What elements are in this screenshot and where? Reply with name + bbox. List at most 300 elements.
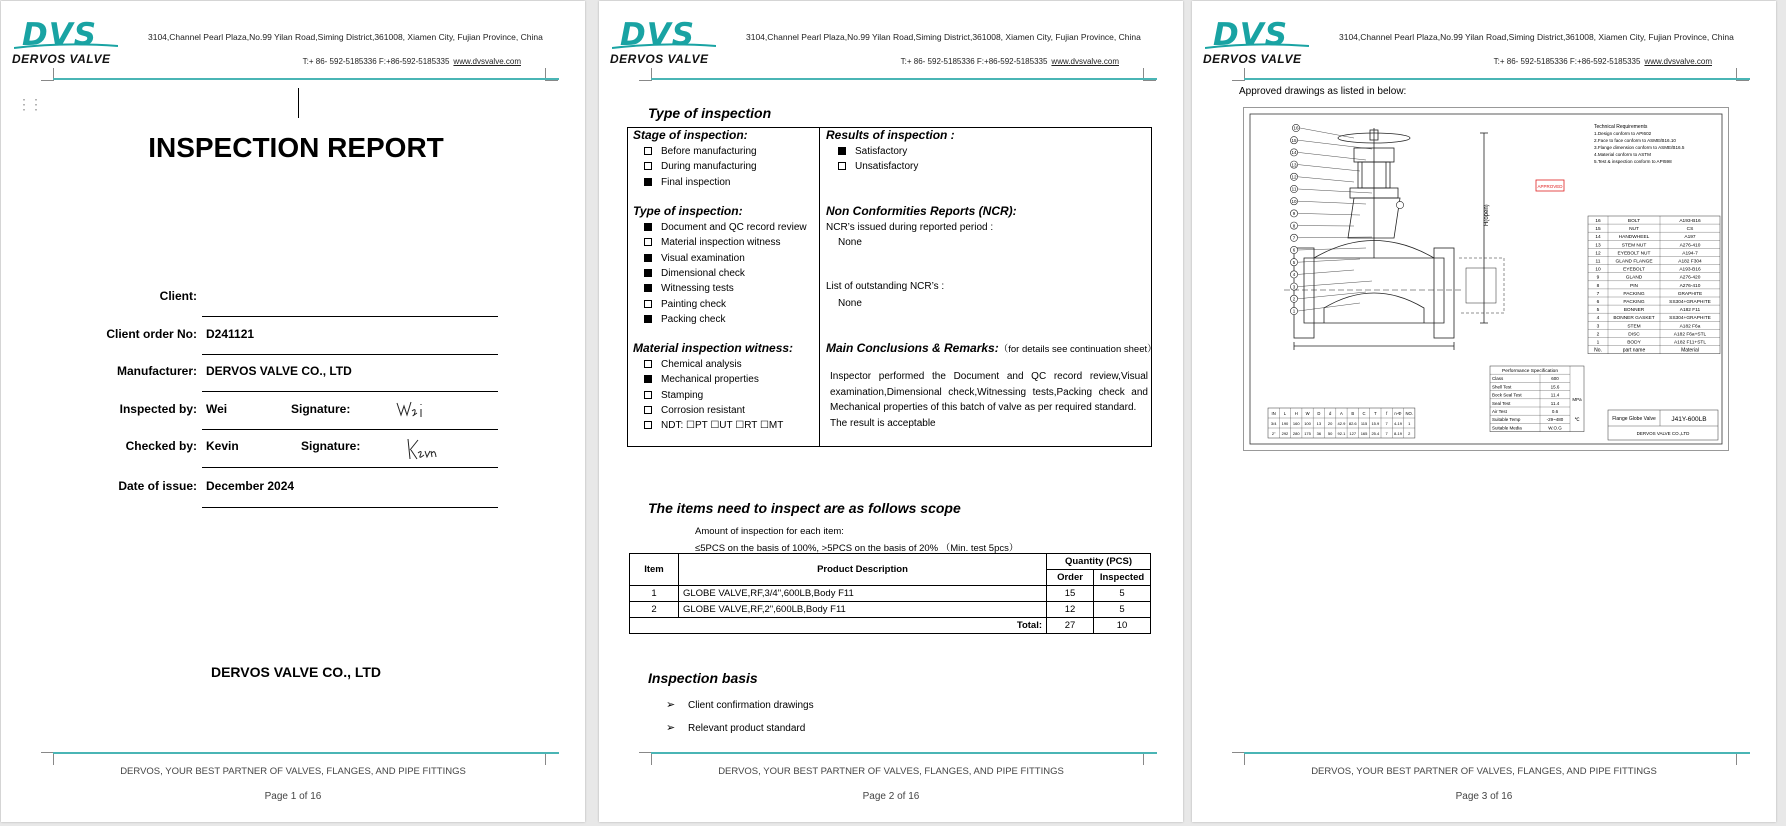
balloon-number: 10 (1291, 198, 1297, 204)
dim-cell: 1 (1408, 421, 1411, 426)
checked-box-icon[interactable] (838, 147, 846, 155)
dim-cell: 127 (1349, 431, 1357, 436)
basis-heading: Inspection basis (648, 670, 758, 686)
bom-cell: NUT (1629, 227, 1639, 233)
checkbox-label: Before manufacturing (661, 146, 757, 157)
dim-cell: 15.9 (1371, 421, 1380, 426)
dim-cell: 7 (1385, 431, 1388, 436)
company-contact (303, 57, 521, 66)
unchecked-box-icon[interactable] (644, 391, 652, 399)
checkbox-option[interactable] (644, 146, 757, 158)
temp-unit: ℃ (1574, 417, 1580, 423)
text-cursor (298, 88, 299, 118)
balloon-number: 11 (1291, 186, 1297, 192)
ncr-issued-label: NCR’s issued during reported period : (826, 222, 994, 233)
dim-cell: 165 (1360, 431, 1368, 436)
dim-header: f (1386, 411, 1388, 416)
arrow-bullet-icon: ➢ (666, 699, 676, 711)
unchecked-box-icon[interactable] (644, 147, 652, 155)
balloon-number: 9 (1292, 211, 1296, 217)
total-row (630, 618, 1151, 634)
col-item: Item (630, 554, 679, 586)
requirement-line: 1.Design conform to API602 (1594, 131, 1652, 136)
bom-cell: A182 F11 (1679, 308, 1701, 314)
balloon-number: 15 (1291, 137, 1297, 143)
basis-item (666, 698, 814, 711)
field-underline (202, 354, 498, 355)
bom-cell: BOLT (1627, 219, 1641, 224)
requirement-line: 4.Material conform to ASTM (1594, 152, 1651, 157)
bom-cell: BONNER GASKET (1613, 316, 1655, 322)
requirement-line: Technical Requirements (1594, 124, 1648, 130)
perf-label: Suitable Temp (1492, 417, 1521, 423)
cell-item: 2 (630, 602, 679, 618)
dim-header: d (1328, 411, 1332, 416)
dim-cell: 36 (1316, 431, 1322, 436)
dim-cell: 7 (1385, 421, 1388, 426)
dim-header: H (1294, 411, 1298, 416)
dim-cell: 190 (1281, 421, 1289, 426)
conclusions-result: The result is acceptable (830, 418, 936, 429)
perf-value: 0.6 (1551, 409, 1559, 414)
footer-rule (53, 752, 559, 754)
checkbox-option[interactable] (644, 237, 781, 249)
checked-box-icon[interactable] (644, 269, 652, 277)
bom-cell: A193-B16 (1679, 219, 1701, 224)
checkbox-option[interactable] (644, 268, 745, 280)
bom-cell: 7 (1596, 291, 1600, 297)
perf-value: -29~480 (1546, 417, 1564, 423)
checkbox-option[interactable] (644, 405, 745, 417)
company-contact (1494, 57, 1712, 66)
dim-cell: 42.9 (1337, 421, 1346, 426)
height-dim-label: H(open) (1484, 204, 1490, 226)
unchecked-box-icon[interactable] (644, 238, 652, 246)
bom-cell: PACKING (1623, 291, 1645, 297)
dim-header: T (1374, 411, 1377, 416)
ncr-outstanding-value: None (838, 298, 862, 309)
footer-tagline: DERVOS, YOUR BEST PARTNER OF VALVES, FLANGES, AND PIPE FITTINGS (718, 766, 1064, 777)
company-name: DERVOS VALVE CO., LTD (210, 664, 382, 680)
checkbox-option[interactable] (644, 222, 807, 234)
checkbox-option[interactable] (838, 161, 918, 173)
dim-header: IN (1271, 411, 1276, 416)
logo-mark: DVS (1213, 17, 1289, 53)
title-model: J41Y-600LB (1671, 416, 1707, 423)
performance-spec (1490, 366, 1584, 432)
bom-cell: 4 (1596, 316, 1600, 322)
checkbox-option[interactable] (644, 390, 703, 402)
date-label: Date of issue: (118, 479, 197, 493)
dim-cell: 13 (1316, 421, 1322, 426)
bom-cell: A182 F304 (1678, 259, 1702, 265)
logo-name: DERVOS VALVE (610, 52, 709, 66)
footer-tagline: DERVOS, YOUR BEST PARTNER OF VALVES, FLANGES, AND PIPE FITTINGS (1311, 766, 1657, 777)
ncr-title: Non Conformities Reports (NCR): (826, 204, 1017, 218)
total-order: 27 (1047, 618, 1094, 634)
dim-cell: 82.6 (1348, 421, 1357, 426)
arrow-bullet-icon: ➢ (666, 722, 676, 734)
dim-header: A (1340, 411, 1343, 416)
checkbox-option[interactable] (644, 161, 757, 173)
ncr-outstanding-label: List of outstanding NCR’s : (826, 281, 945, 292)
company-logo (12, 19, 127, 69)
drawings-intro: Approved drawings as listed in below: (1239, 86, 1407, 97)
dim-cell: 2 (1408, 431, 1411, 436)
bom-cell: BONNER (1623, 308, 1645, 314)
conclusions-note: （for details see continuation sheet） (998, 344, 1157, 355)
checkbox-option[interactable] (644, 314, 725, 326)
checkbox-label: Packing check (661, 313, 726, 325)
checkbox-option[interactable] (644, 253, 745, 265)
perf-value: 11.4 (1550, 392, 1560, 398)
checkbox-label: Chemical analysis (661, 359, 742, 370)
report-title: INSPECTION REPORT (148, 132, 444, 163)
field-underline (202, 316, 498, 317)
dim-header: n-Φ (1394, 411, 1402, 416)
cell-desc: GLOBE VALVE,RF,2",600LB,Body F11 (679, 602, 1047, 618)
requirement-line: 3.Flange dimension conform to ASME/B16.5 (1594, 145, 1685, 150)
technical-requirements (1594, 124, 1685, 164)
bom-cell: A197 (1684, 235, 1696, 241)
bom-header: Material (1681, 347, 1699, 354)
page-1 (1, 1, 585, 822)
date-value[interactable]: December 2024 (206, 479, 295, 493)
checked-box-icon[interactable] (644, 284, 652, 292)
bom-cell: STEM NUT (1621, 243, 1647, 249)
drag-handle-icon[interactable]: ⋮⋮ (17, 96, 41, 112)
bom-cell: 8 (1596, 283, 1600, 289)
checkbox-label: Corrosion resistant (661, 404, 745, 416)
checkbox-label: Material inspection witness (661, 237, 781, 249)
checkbox-label: Visual examination (661, 252, 745, 264)
basis-item (666, 721, 805, 734)
valve-drawing (1244, 108, 1728, 450)
balloon-number: 14 (1291, 150, 1297, 156)
total-inspected: 10 (1094, 618, 1151, 634)
checkbox-label: Document and QC record review (661, 222, 807, 233)
checked-by-value[interactable]: Kevin (206, 439, 239, 453)
website-link[interactable]: www.dvsvalve.com (1051, 57, 1119, 66)
bom-cell: 3 (1596, 324, 1600, 330)
balloon-number: 6 (1292, 247, 1296, 253)
dim-cell: 100 (1304, 421, 1311, 426)
page-number: Page 2 of 16 (862, 791, 920, 802)
scope-amount-label: Amount of inspection for each item: (695, 526, 844, 537)
logo-mark: DVS (620, 17, 696, 53)
company-logo (1203, 19, 1318, 69)
manufacturer-label: Manufacturer: (116, 364, 197, 378)
cell-desc: GLOBE VALVE,RF,3/4",600LB,Body F11 (679, 586, 1047, 602)
perf-label: Shell Test (1492, 384, 1512, 390)
bom-cell: A182 F6a (1679, 324, 1701, 330)
inspected-by-value[interactable]: Wei (206, 402, 228, 416)
page-3 (1192, 1, 1776, 822)
perf-label: Class (1492, 376, 1504, 382)
approved-drawing[interactable] (1243, 107, 1729, 451)
dim-header: L (1283, 411, 1287, 416)
column-divider (819, 128, 820, 446)
bom-cell: 12 (1595, 251, 1601, 257)
checkbox-option[interactable] (644, 374, 759, 386)
company-contact (901, 57, 1119, 66)
field-underline (202, 507, 498, 508)
footer-rule (1244, 752, 1750, 754)
website-link[interactable]: www.dvsvalve.com (453, 57, 521, 66)
balloon-number: 5 (1292, 259, 1296, 265)
company-address: 3104,Channel Pearl Plaza,No.99 Yilan Road,Siming District,361008, Xiamen City, Fujian Province, China (746, 32, 1141, 42)
dim-cell: 160 (1292, 421, 1300, 426)
bom-cell: 13 (1595, 243, 1601, 249)
conclusions-title (826, 341, 1157, 355)
page-number: Page 1 of 16 (264, 791, 322, 802)
bom-cell: PACKING (1623, 300, 1645, 305)
scope-rule: ≤5PCS on the basis of 100%, >5PCS on the basis of 20% （Min. test 5pcs） (695, 543, 1019, 554)
perf-label: Bock Seal Test (1492, 392, 1522, 398)
checkbox-label: NDT: ☐PT ☐UT ☐RT ☐MT (661, 420, 784, 432)
scope-rows (630, 586, 1151, 618)
bom-cell: A182 F11+STL (1673, 340, 1707, 346)
bom-cell: 1 (1596, 340, 1600, 346)
table-row (630, 602, 1151, 618)
website-link[interactable]: www.dvsvalve.com (1644, 57, 1712, 66)
balloon-number: 16 (1293, 125, 1299, 131)
bom-cell: DISC (1628, 332, 1640, 338)
balloon-number: 12 (1291, 174, 1297, 180)
dim-cell: 115 (1360, 421, 1368, 426)
logo-mark: DVS (22, 17, 98, 53)
balloon-number: 7 (1292, 235, 1296, 241)
perf-value: 600 (1551, 376, 1559, 382)
dim-cell: 4-19 (1393, 421, 1402, 426)
bom-cell: 16 (1595, 219, 1601, 224)
bom-header: No. (1594, 347, 1602, 354)
perf-title: Performance Specification (1502, 369, 1558, 374)
company-logo (610, 19, 725, 69)
bom-cell: GLAND FLANGE (1615, 259, 1653, 265)
dim-cell: 92.1 (1337, 431, 1346, 436)
ncr-issued-value: None (838, 237, 862, 248)
perf-label: Seal Test (1492, 400, 1511, 406)
cell-inspected: 5 (1094, 586, 1151, 602)
bom-cell: STEM (1627, 324, 1641, 330)
cell-inspected: 5 (1094, 602, 1151, 618)
logo-swoosh-icon (612, 43, 716, 49)
dim-cell: 8-19 (1393, 431, 1402, 436)
checkbox-option[interactable] (838, 146, 907, 158)
phone-fax: T:+ 86- 592-5185336 F:+86-592-5185335 (302, 57, 450, 66)
checkbox-label: During manufacturing (661, 161, 757, 173)
bom-cell: A276-420 (1679, 275, 1701, 281)
bill-of-materials (1588, 216, 1720, 354)
bom-cell: A193-B16 (1679, 267, 1701, 273)
approved-stamp-text: APPROVED (1537, 184, 1563, 189)
order-value[interactable]: D241121 (206, 327, 255, 341)
bom-cell: 10 (1595, 267, 1601, 273)
bom-cell: SS304+GRAPHITE (1669, 316, 1711, 322)
bom-cell: PIN (1630, 283, 1638, 289)
basis-item-label: Relevant product standard (688, 723, 806, 734)
perf-value: W.O.G (1548, 425, 1562, 431)
field-underline (202, 429, 498, 430)
basis-item-label: Client confirmation drawings (688, 700, 814, 711)
balloon-number: 1 (1292, 308, 1296, 314)
dim-cell: 50 (1327, 431, 1333, 436)
bom-cell: GRAPHITE (1677, 291, 1703, 297)
conclusions-text: Inspector performed the Document and QC record review,Visual examination,Dimensional check,Witnessing tests,Packing check and Mechanical properties of this batch of valve as per required standard. (830, 371, 1148, 413)
bom-cell: 5 (1596, 308, 1600, 314)
bom-cell: 14 (1595, 235, 1601, 241)
balloon-number: 2 (1292, 296, 1296, 302)
checked-box-icon[interactable] (644, 223, 652, 231)
dim-cell: 292 (1281, 431, 1289, 436)
bom-cell: GLAND (1625, 275, 1643, 281)
bom-cell: A182 F6a+STL (1673, 332, 1707, 338)
signature-wei-icon (395, 397, 427, 421)
logo-swoosh-icon (14, 43, 118, 49)
field-underline (202, 391, 498, 392)
balloon-number: 3 (1292, 284, 1296, 290)
header-rule (651, 78, 1157, 80)
bom-cell: EYEBOLT (1623, 267, 1645, 273)
inspection-box (627, 127, 1157, 447)
company-address: 3104,Channel Pearl Plaza,No.99 Yilan Road,Siming District,361008, Xiamen City, Fujian Province, China (1339, 32, 1734, 42)
leader-balloons (1290, 124, 1403, 314)
bom-cell: 2 (1596, 332, 1600, 338)
bom-cell: CS (1686, 227, 1694, 233)
unchecked-box-icon[interactable] (644, 360, 652, 368)
bom-cell: 9 (1596, 275, 1600, 281)
bom-cell: A194-7 (1682, 251, 1698, 257)
checkbox-option[interactable] (644, 177, 730, 189)
checkbox-option[interactable] (644, 420, 783, 432)
checkbox-label: Satisfactory (855, 146, 908, 157)
col-order: Order (1047, 570, 1094, 586)
unchecked-box-icon[interactable] (644, 162, 652, 170)
phone-fax: T:+ 86- 592-5185336 F:+86-592-5185335 (1493, 57, 1641, 66)
dim-header: C (1362, 411, 1366, 416)
bom-cell: HANDWHEEL (1618, 235, 1650, 241)
perf-unit: MPa (1572, 396, 1582, 402)
logo-swoosh-icon (1205, 43, 1309, 49)
cell-order: 12 (1047, 602, 1094, 618)
dim-cell: 2" (1271, 431, 1276, 436)
perf-value: 11.4 (1550, 400, 1560, 406)
perf-label: Suitable Media (1492, 425, 1522, 431)
checked-signature-label: Signature: (301, 439, 361, 453)
inspected-by-label: Inspected by: (119, 402, 197, 416)
col-desc: Product Description (679, 554, 1047, 586)
table-row (630, 586, 1151, 602)
bom-cell: BODY (1627, 340, 1641, 346)
requirement-line: 2.Face to face conform to ASME/B16.10 (1594, 138, 1676, 143)
checked-box-icon[interactable] (644, 375, 652, 383)
valve-outline-icon (1284, 125, 1504, 350)
unchecked-box-icon[interactable] (838, 162, 846, 170)
bom-cell: 6 (1596, 300, 1600, 305)
scope-heading: The items need to inspect are as follows scope (648, 500, 961, 516)
header-rule (1244, 78, 1750, 80)
dim-header: D (1317, 411, 1321, 416)
types-title: Type of inspection: (633, 204, 743, 218)
company-address: 3104,Channel Pearl Plaza,No.99 Yilan Road,Siming District,361008, Xiamen City, Fujian Province, China (148, 32, 543, 42)
conclusions-title-text: Main Conclusions & Remarks: (826, 341, 999, 355)
header-rule (53, 78, 559, 80)
type-heading: Type of inspection (648, 105, 772, 121)
requirement-line: 5.Test & inspection conform to API598 (1594, 159, 1672, 164)
scope-table (629, 553, 1151, 634)
client-label: Client: (159, 289, 197, 303)
dim-cell: 280 (1292, 431, 1300, 436)
dim-cell: 3/4 (1270, 421, 1277, 426)
checkbox-label: Stamping (661, 389, 704, 401)
page-header (1192, 1, 1776, 86)
checkbox-label: Dimensional check (661, 267, 745, 279)
results-title: Results of inspection : (826, 128, 955, 142)
signature-kevin-icon (405, 437, 439, 463)
checkbox-label: Final inspection (661, 176, 731, 188)
dim-header: W (1305, 411, 1310, 416)
checked-box-icon[interactable] (644, 178, 652, 186)
checkbox-option[interactable] (644, 283, 734, 295)
material-title: Material inspection witness: (633, 341, 794, 355)
bom-cell: 15 (1595, 227, 1601, 233)
unchecked-box-icon[interactable] (644, 300, 652, 308)
balloon-extra (1396, 201, 1403, 208)
inspected-signature-label: Signature: (291, 402, 351, 416)
perf-value: 15.6 (1550, 384, 1560, 390)
footer-tagline: DERVOS, YOUR BEST PARTNER OF VALVES, FLANGES, AND PIPE FITTINGS (120, 766, 466, 777)
checked-by-label: Checked by: (125, 439, 197, 453)
balloon-number: 13 (1291, 162, 1297, 168)
dim-cell: 175 (1304, 431, 1311, 436)
bom-cell: 11 (1595, 259, 1601, 265)
dim-cell: 20 (1327, 421, 1333, 426)
bom-cell: SS304+GRAPHITE (1669, 300, 1711, 305)
checkbox-label: Mechanical properties (661, 374, 759, 386)
dim-header: B (1351, 411, 1355, 416)
cell-item: 1 (630, 586, 679, 602)
order-label: Client order No: (106, 327, 197, 341)
perf-label: Air Test (1492, 409, 1507, 414)
phone-fax: T:+ 86- 592-5185336 F:+86-592-5185335 (900, 57, 1048, 66)
unchecked-box-icon[interactable] (644, 406, 652, 414)
bom-cell: A276-410 (1679, 243, 1701, 249)
unchecked-box-icon[interactable] (644, 421, 652, 429)
manufacturer-value[interactable]: DERVOS VALVE CO., LTD (206, 364, 352, 378)
checkbox-option[interactable] (644, 359, 742, 371)
dim-cell: 25.4 (1371, 431, 1380, 436)
checked-box-icon[interactable] (644, 315, 652, 323)
footer-rule (651, 752, 1157, 754)
checked-box-icon[interactable] (644, 254, 652, 262)
page-header (599, 1, 1183, 86)
title-company: DERVOS VALVE CO.,LTD (1636, 431, 1690, 436)
checkbox-label: Painting check (661, 298, 727, 310)
bom-cell: A276-410 (1679, 283, 1701, 289)
col-inspected: Inspected (1094, 570, 1151, 586)
title-name: Flange Globe Valve (1612, 416, 1656, 422)
stage-title: Stage of inspection: (633, 128, 748, 142)
checkbox-label: Witnessing tests (661, 283, 734, 295)
checkbox-option[interactable] (644, 299, 726, 311)
total-label: Total: (630, 618, 1047, 634)
balloon-number: 8 (1292, 223, 1296, 229)
dim-header: NO. (1405, 411, 1413, 416)
logo-name: DERVOS VALVE (1203, 52, 1302, 66)
logo-name: DERVOS VALVE (12, 52, 111, 66)
page-2 (599, 1, 1183, 822)
